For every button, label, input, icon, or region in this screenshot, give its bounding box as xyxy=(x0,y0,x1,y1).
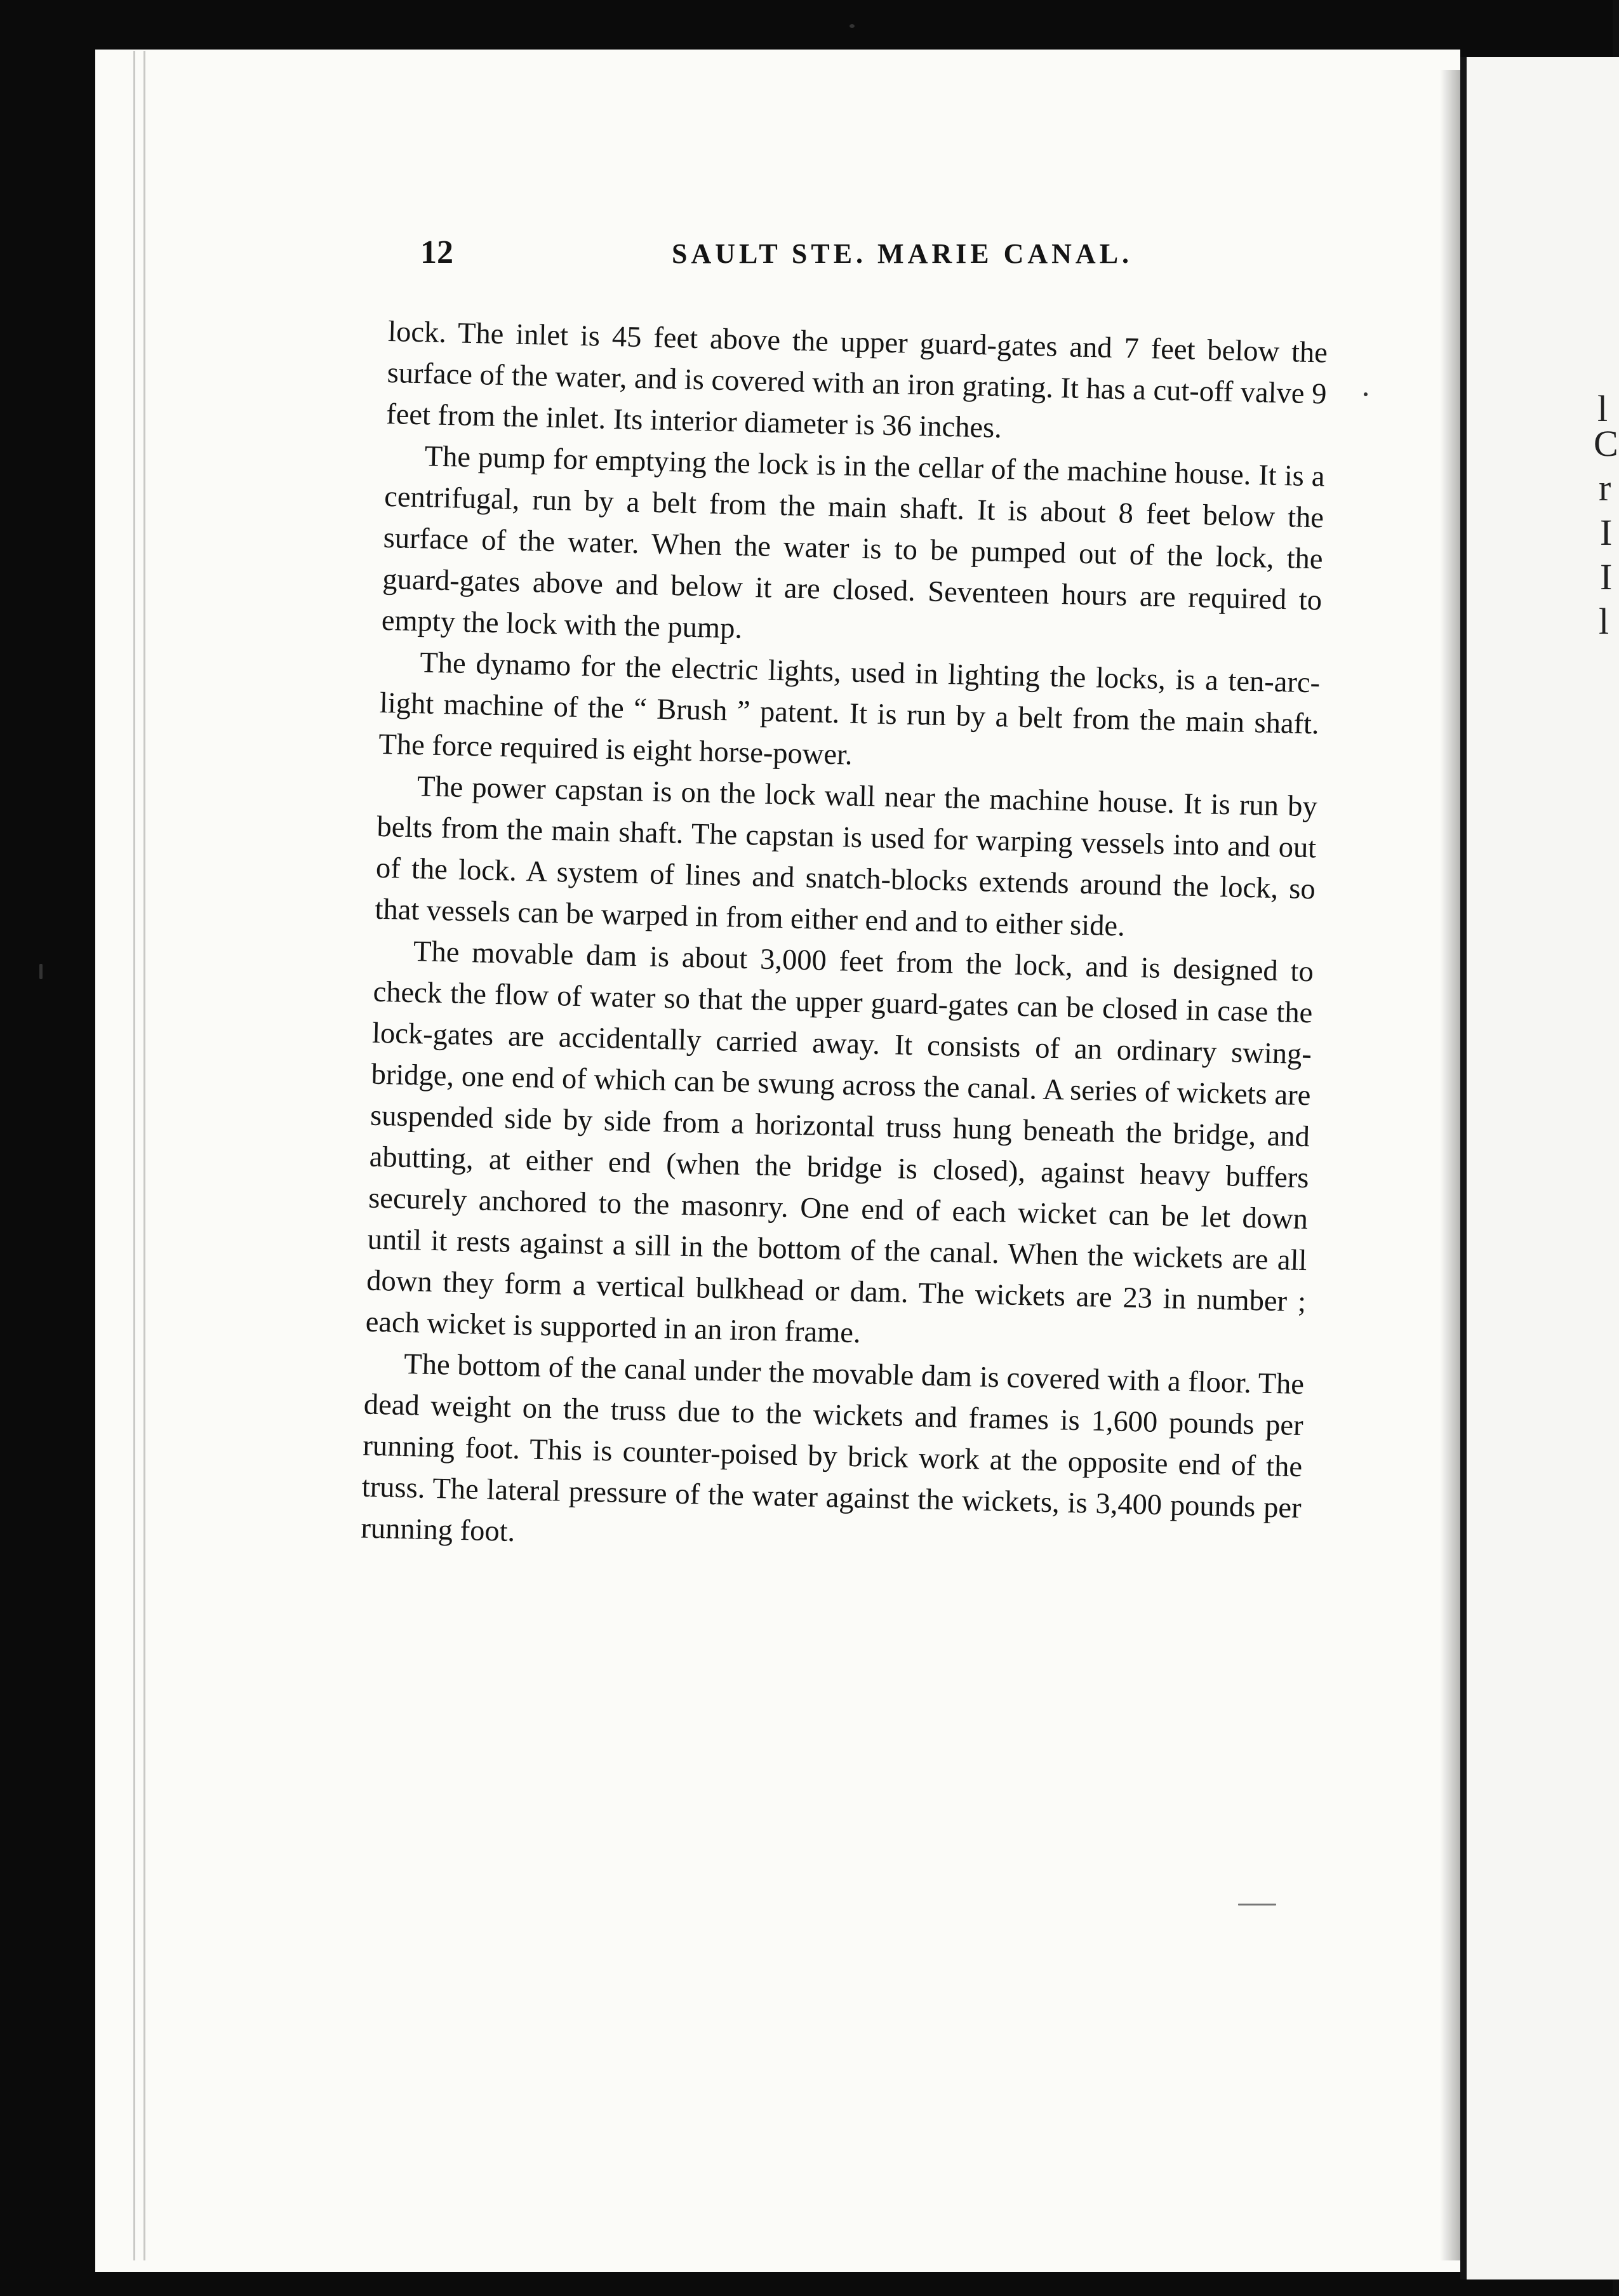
facing-page-fragment: I xyxy=(1600,556,1613,597)
running-title: SAULT STE. MARIE CANAL. xyxy=(672,238,1133,269)
page-edge-line xyxy=(133,51,135,2260)
page-header xyxy=(420,234,1341,284)
facing-page xyxy=(1460,57,1619,2279)
facing-page-fragment: l xyxy=(1597,388,1608,429)
scan-speck xyxy=(39,964,43,979)
paragraph: The movable dam is about 3,000 feet from the lock, and is designed to check the flow of water so that the upper guard-gates can be closed in case the lock-gates are accidentally carried away. It consists of an ordinary swing-bridge, one end of which can be swung across the canal. A series of wickets are suspended side by side from a horizontal truss hung beneath the bridge, and abutting, at either end (when the bridge is closed), against heavy buffers securely anchored to the masonry. One end of each wicket can be let down until it rests against a sill in the bottom of the canal. When the wickets are all down they form a vertical bulkhead or dam. The wickets are 23 in number ; each wicket is supported in an iron frame. xyxy=(365,935,1314,1350)
scan-speck xyxy=(1238,1904,1276,1906)
paragraph: The power capstan is on the lock wall near the machine house. It is run by belts from the main shaft. The capstan is used for warping vessels into and out of the lock. A system of lines and snatch-blocks extends around the lock, so that vessels can be warped in from either end and to either side. xyxy=(375,770,1318,943)
paragraph: The pump for emptying the lock is in the cellar of the machine house. It is a centrifugal, run by a belt from the main shaft. It is about 8 feet below the surface of the water. When the water is to be pumped out of the lock, the guard-gates above and below it are closed. Seventeen hours are required to empty the lock with the pump. xyxy=(381,440,1326,645)
paragraph: The bottom of the canal under the movable dam is covered with a floor. The dead weight on the truss due to the wickets and frames is 1,600 pounds per running foot. This is counter-poised by brick work at the opposite end of the truss. The lateral pressure of the water against the wickets, is 3,400 pounds per running foot. xyxy=(360,1347,1305,1549)
paragraph: The dynamo for the electric lights, used in lighting the locks, is a ten-arc-light machine of the “ Brush ” patent. It is run by a belt from the main shaft. The force required is eight horse-power. xyxy=(378,646,1321,771)
page-edge-line xyxy=(143,51,145,2260)
facing-page-fragment: C xyxy=(1594,423,1618,464)
facing-page-fragment: I xyxy=(1600,512,1613,553)
scan-speck xyxy=(849,24,855,28)
paragraph: lock. The inlet is 45 feet above the upper guard-gates and 7 feet below the surface of the water, and is covered with an iron grating. It has a cut-off valve 9 feet from the inlet. Its interior diameter is 36 inches. xyxy=(385,315,1328,444)
page-number: 12 xyxy=(420,234,453,270)
scan-speck xyxy=(1364,392,1368,396)
facing-page-fragment: r xyxy=(1599,467,1611,509)
body-text xyxy=(361,311,1328,1570)
facing-page-fragment: l xyxy=(1599,601,1609,642)
